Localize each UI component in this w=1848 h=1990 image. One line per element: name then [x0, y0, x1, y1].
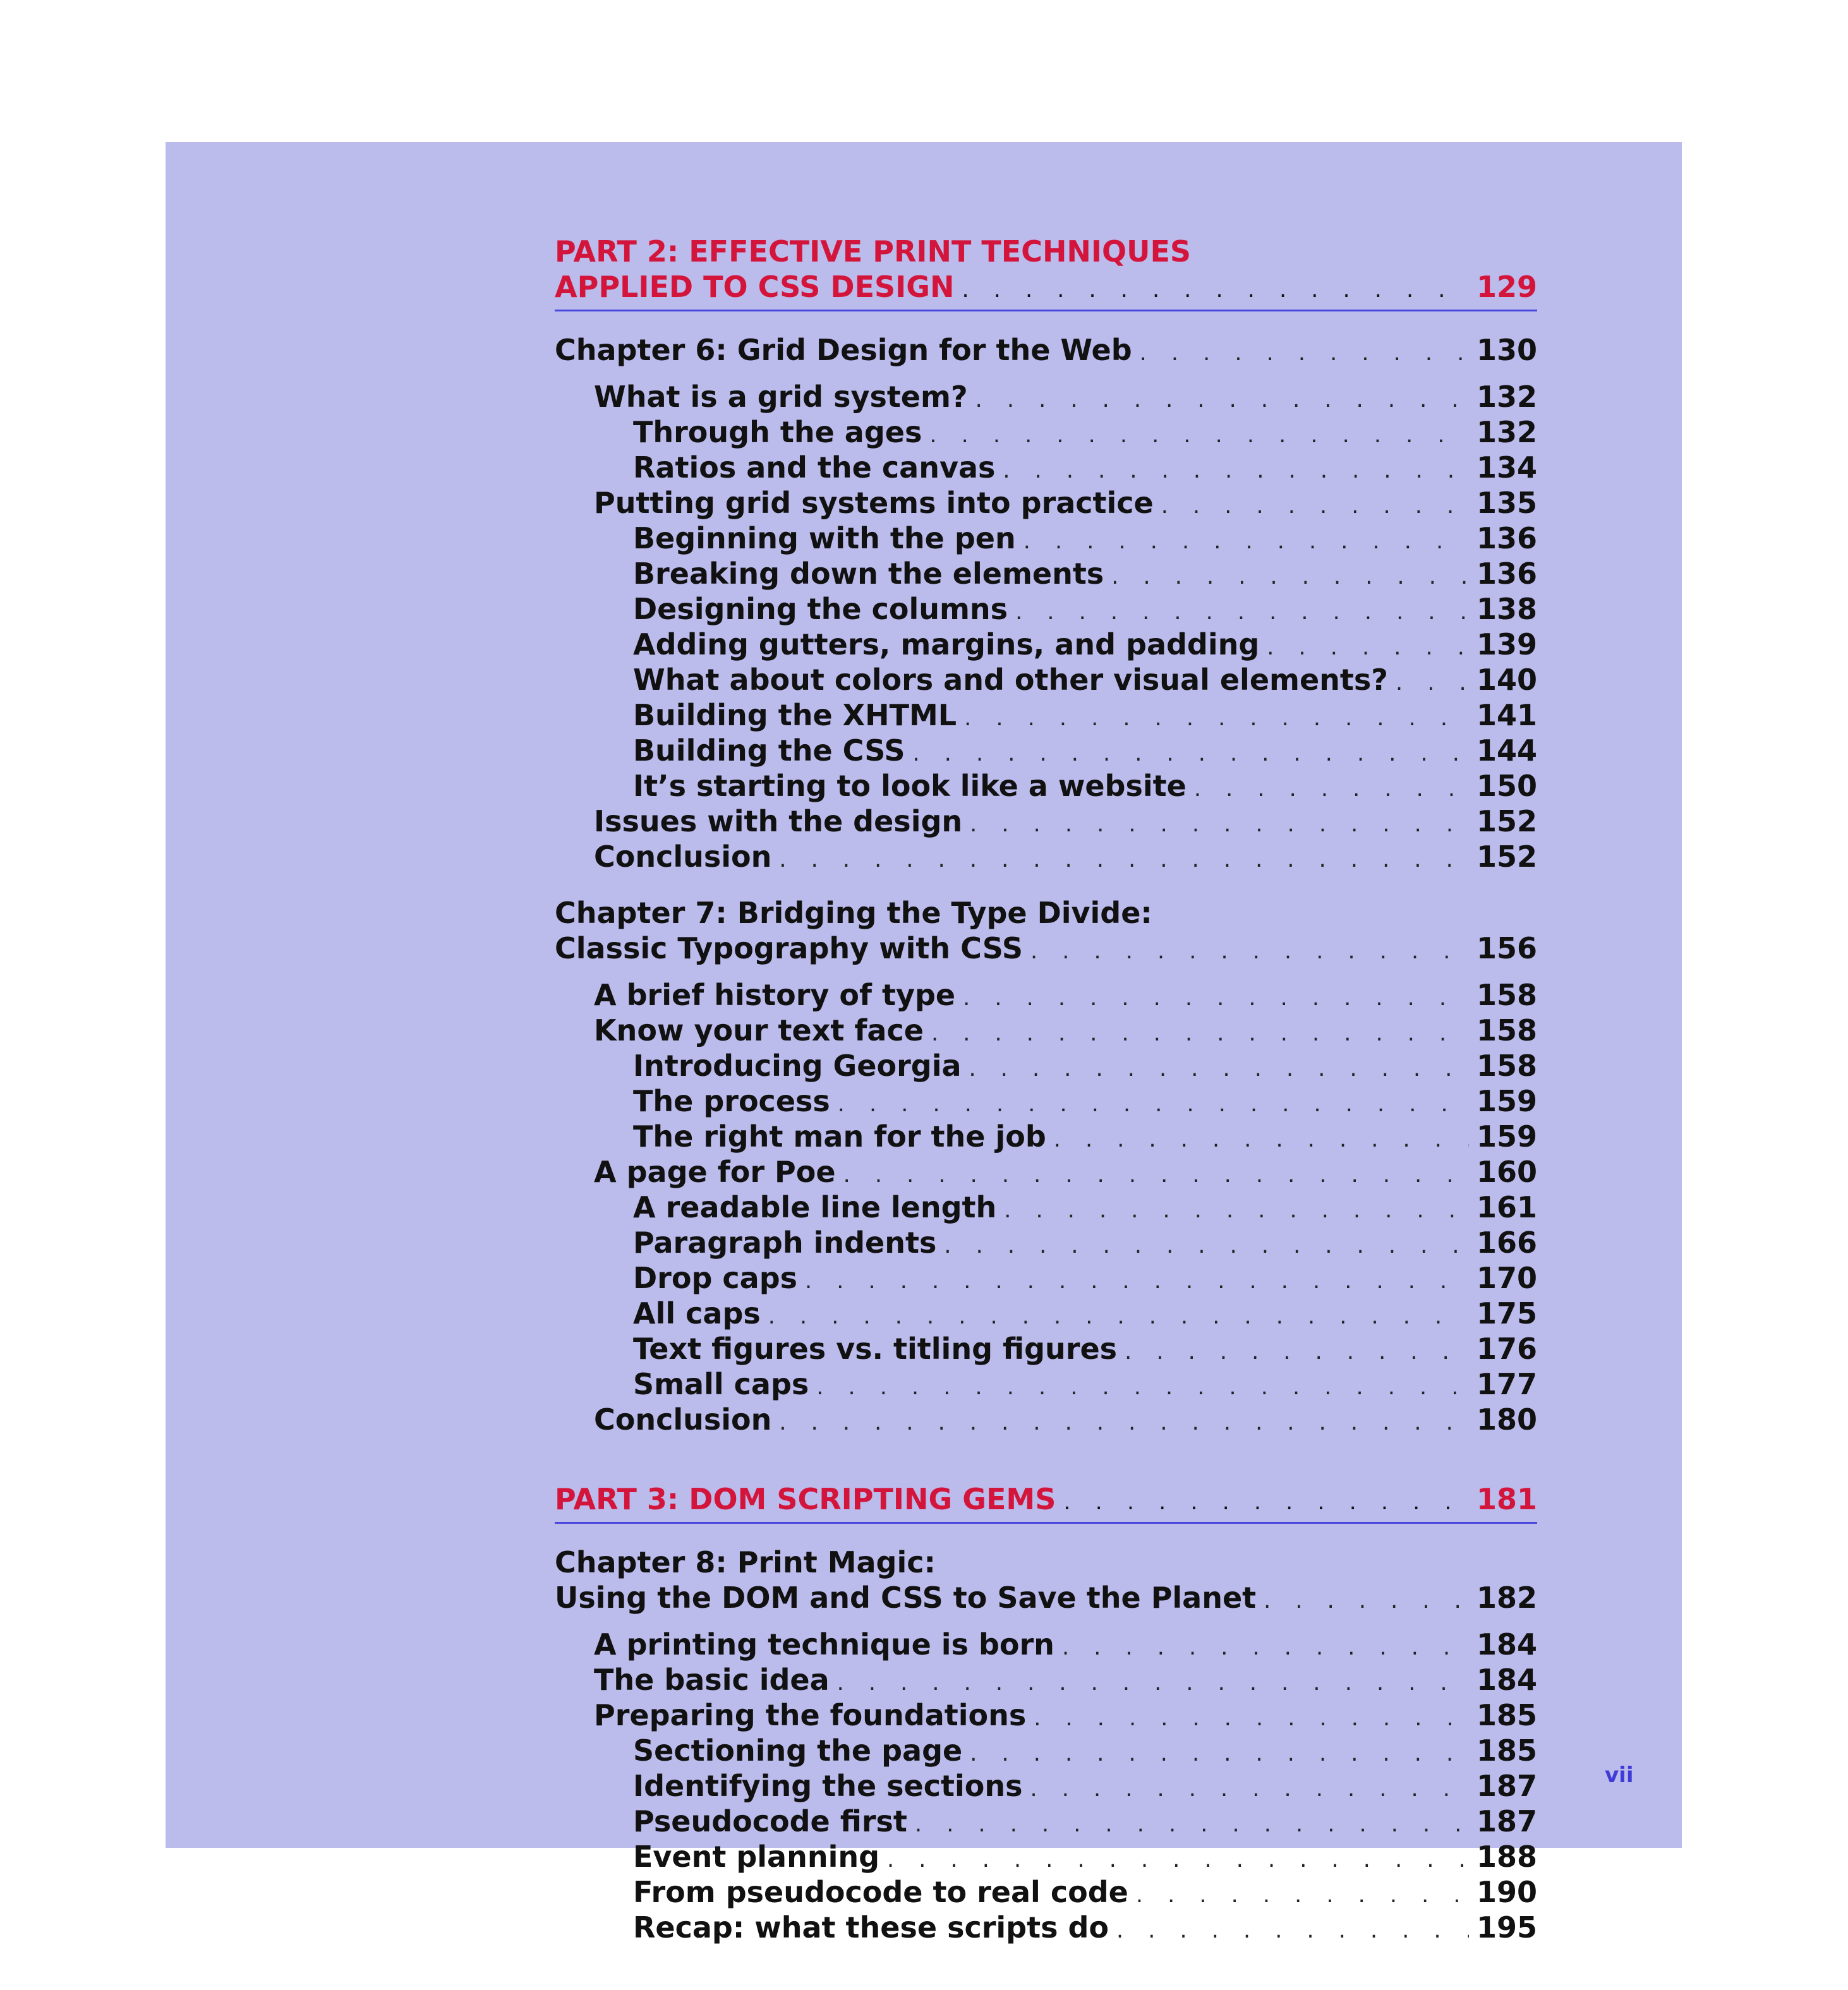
toc-entry-title: A readable line length	[633, 1190, 997, 1224]
toc-entry	[555, 768, 1537, 804]
toc-entry-title: A page for Poe	[594, 1155, 836, 1189]
toc-entry	[555, 1804, 1537, 1839]
toc-entry	[555, 1366, 1537, 1402]
toc-entry	[555, 839, 1537, 874]
toc-entry-title: The right man for the job	[633, 1119, 1046, 1154]
leader-dots	[1140, 341, 1469, 366]
toc-entry	[555, 450, 1537, 485]
toc-entry-page: 140	[1476, 663, 1537, 697]
toc-entry	[555, 1874, 1537, 1910]
leader-dots	[1063, 1490, 1469, 1515]
leader-dots	[975, 385, 1469, 414]
chapter-6-entries	[555, 379, 1537, 874]
toc-entry-page: 139	[1476, 627, 1537, 661]
toc-entry-page: 132	[1476, 415, 1537, 449]
part-2-title-text: APPLIED TO CSS DESIGN	[555, 270, 955, 304]
page-number: vii	[1605, 1763, 1634, 1788]
toc-entry	[555, 1768, 1537, 1804]
toc-entry	[555, 1910, 1537, 1945]
toc-entry	[555, 1662, 1537, 1698]
toc-entry-title: Preparing the foundations	[594, 1698, 1027, 1732]
toc-entry-page: 134	[1476, 450, 1537, 485]
toc-entry	[555, 1048, 1537, 1083]
leader-dots	[1024, 527, 1469, 556]
chapter-6	[555, 332, 1537, 874]
leader-dots	[1054, 1125, 1469, 1154]
toc-entry-title: Designing the columns	[633, 592, 1008, 626]
part-divider-rule	[555, 310, 1537, 311]
toc-entry-title: Event planning	[633, 1840, 880, 1874]
leader-dots	[837, 1668, 1469, 1698]
toc-entry	[555, 977, 1537, 1013]
chapter-7	[555, 895, 1537, 1437]
toc-entry-page: 135	[1476, 486, 1537, 520]
leader-dots	[1116, 1916, 1469, 1945]
leader-dots	[1264, 1588, 1469, 1613]
toc-entry	[555, 591, 1537, 627]
leader-dots	[1030, 939, 1469, 964]
toc-entry	[555, 1190, 1537, 1225]
part-divider-rule	[555, 1522, 1537, 1524]
toc-entry-title: Putting grid systems into practice	[594, 486, 1154, 520]
toc-entry	[555, 1698, 1537, 1733]
chapter-8	[555, 1545, 1537, 1945]
part-3-heading	[555, 1481, 1537, 1524]
chapter-8-heading	[555, 1580, 1537, 1615]
toc-entry	[555, 1296, 1537, 1331]
toc-entry	[555, 1402, 1537, 1437]
toc-entry-title: Introducing Georgia	[633, 1049, 962, 1083]
toc-entry-page: 175	[1476, 1296, 1537, 1330]
toc-entry-title: From pseudocode to real code	[633, 1875, 1128, 1909]
leader-dots	[964, 704, 1469, 733]
toc-entry-page: 158	[1476, 978, 1537, 1012]
toc-entry-page: 190	[1476, 1875, 1537, 1909]
leader-dots	[1161, 491, 1469, 521]
toc-entry-title: Recap: what these scripts do	[633, 1910, 1109, 1945]
toc-entry-title: Breaking down the elements	[633, 557, 1104, 591]
part-2-title-line2	[555, 269, 1537, 305]
toc-entry-title: Building the XHTML	[633, 698, 957, 732]
toc-entry	[555, 804, 1537, 839]
leader-dots	[944, 1231, 1469, 1260]
toc-entry	[555, 733, 1537, 768]
toc-entry-title: Beginning with the pen	[633, 521, 1016, 555]
part-2-title-line1: PART 2: EFFECTIVE PRINT TECHNIQUES	[555, 234, 1192, 268]
toc-entry-page: 187	[1476, 1769, 1537, 1803]
toc-entry-title: Pseudocode first	[633, 1804, 907, 1838]
toc-entry-page: 158	[1476, 1049, 1537, 1083]
toc-entry-page: 138	[1476, 592, 1537, 626]
section-gap	[555, 1437, 1537, 1481]
leader-dots	[962, 277, 1469, 303]
toc-entry-title: Text figures vs. titling figures	[633, 1332, 1118, 1366]
toc-entry	[555, 1083, 1537, 1119]
toc-entry-page: 184	[1476, 1663, 1537, 1697]
toc-entry-title: Sectioning the page	[633, 1734, 963, 1768]
chapter-7-heading	[555, 931, 1537, 966]
toc-entry-title: A printing technique is born	[594, 1627, 1054, 1661]
toc-entry-title: Paragraph indents	[633, 1226, 937, 1260]
toc-entry-title: Issues with the design	[594, 804, 963, 838]
toc-entry-page: 187	[1476, 1804, 1537, 1838]
leader-dots	[779, 845, 1469, 874]
toc-entry	[555, 556, 1537, 591]
toc-entry-page: 159	[1476, 1084, 1537, 1118]
toc-entry-title: All caps	[633, 1296, 761, 1330]
toc-entry-page: 170	[1476, 1261, 1537, 1295]
toc-entry-title: Identifying the sections	[633, 1769, 1023, 1803]
chapter-6-title: Chapter 6: Grid Design for the Web	[555, 333, 1132, 367]
leader-dots	[1111, 562, 1469, 591]
leader-dots	[843, 1161, 1469, 1190]
chapter-7-page: 156	[1476, 931, 1537, 965]
toc-entry-page: 132	[1476, 380, 1537, 414]
toc-entry-page: 136	[1476, 521, 1537, 555]
toc-entry	[555, 1225, 1537, 1260]
toc-entry-page: 159	[1476, 1119, 1537, 1154]
leader-dots	[779, 1408, 1469, 1437]
part-2-heading	[555, 234, 1537, 311]
toc-entry-page: 152	[1476, 804, 1537, 838]
leader-dots	[931, 1019, 1469, 1048]
toc-entry-title: It’s starting to look like a website	[633, 769, 1187, 803]
toc-entry	[555, 1260, 1537, 1296]
chapter-7-title-line2: Classic Typography with CSS	[555, 931, 1023, 965]
toc-entry-title: Know your text face	[594, 1013, 924, 1047]
chapter-8-title-line1: Chapter 8: Print Magic:	[555, 1545, 936, 1579]
toc-entry	[555, 1119, 1537, 1154]
table-of-contents	[555, 234, 1537, 1945]
leader-dots	[1003, 456, 1469, 485]
leader-dots	[1396, 668, 1469, 697]
toc-entry-title: Ratios and the canvas	[633, 450, 996, 485]
part-3-page: 181	[1476, 1482, 1537, 1516]
chapter-7-title-line1: Chapter 7: Bridging the Type Divide:	[555, 896, 1152, 930]
toc-entry-title: Through the ages	[633, 415, 922, 449]
toc-entry	[555, 1013, 1537, 1048]
toc-entry-page: 176	[1476, 1332, 1537, 1366]
leader-dots	[1034, 1704, 1469, 1733]
toc-entry-page: 144	[1476, 733, 1537, 768]
toc-entry-page: 195	[1476, 1910, 1537, 1945]
leader-dots	[1194, 775, 1469, 804]
toc-entry	[555, 485, 1537, 521]
toc-entry-title: The process	[633, 1084, 830, 1118]
leader-dots	[768, 1302, 1469, 1331]
toc-entry-title: Building the CSS	[633, 733, 905, 768]
toc-entry	[555, 627, 1537, 662]
toc-entry-page: 161	[1476, 1190, 1537, 1224]
toc-entry-title: What is a grid system?	[594, 380, 968, 414]
leader-dots	[913, 739, 1469, 768]
leader-dots	[805, 1267, 1469, 1296]
toc-entry-page: 141	[1476, 698, 1537, 732]
toc-entry	[555, 1154, 1537, 1190]
toc-entry-page: 185	[1476, 1734, 1537, 1768]
toc-entry-title: A brief history of type	[594, 978, 956, 1012]
part-3-title-line	[555, 1481, 1537, 1517]
chapter-6-heading	[555, 332, 1537, 368]
toc-entry-title: The basic idea	[594, 1663, 830, 1697]
leader-dots	[887, 1845, 1469, 1874]
toc-entry-page: 185	[1476, 1698, 1537, 1732]
toc-entry-title: Conclusion	[594, 840, 772, 874]
leader-dots	[915, 1810, 1469, 1839]
part-2-page: 129	[1476, 270, 1537, 304]
leader-dots	[816, 1373, 1469, 1402]
toc-entry-title: Conclusion	[594, 1402, 772, 1437]
toc-entry	[555, 521, 1537, 556]
toc-entry	[555, 379, 1537, 414]
toc-entry-page: 136	[1476, 557, 1537, 591]
leader-dots	[1004, 1196, 1469, 1225]
toc-entry-title: Adding gutters, margins, and padding	[633, 627, 1260, 661]
part-3-title: PART 3: DOM SCRIPTING GEMS	[555, 1482, 1056, 1516]
chapter-8-entries	[555, 1627, 1537, 1945]
toc-entry-page: 180	[1476, 1402, 1537, 1437]
toc-entry-page: 188	[1476, 1840, 1537, 1874]
toc-entry	[555, 414, 1537, 450]
toc-entry	[555, 1733, 1537, 1768]
leader-dots	[1062, 1633, 1469, 1662]
toc-entry	[555, 1839, 1537, 1874]
leader-dots	[1136, 1881, 1469, 1910]
leader-dots	[1015, 598, 1469, 627]
chapter-8-title-line2: Using the DOM and CSS to Save the Planet	[555, 1581, 1257, 1615]
chapter-7-entries	[555, 977, 1537, 1437]
leader-dots	[838, 1090, 1469, 1119]
leader-dots	[969, 1054, 1469, 1083]
toc-entry-page: 158	[1476, 1013, 1537, 1047]
toc-entry-page: 152	[1476, 840, 1537, 874]
chapter-6-page: 130	[1476, 333, 1537, 367]
toc-entry-page: 177	[1476, 1367, 1537, 1401]
leader-dots	[1030, 1775, 1469, 1804]
leader-dots	[929, 421, 1469, 450]
leader-dots	[1125, 1337, 1469, 1366]
toc-entry-title: What about colors and other visual elements?	[633, 663, 1388, 697]
toc-entry-title: Small caps	[633, 1367, 809, 1401]
toc-entry-page: 166	[1476, 1226, 1537, 1260]
toc-entry	[555, 1627, 1537, 1662]
leader-dots	[963, 984, 1469, 1013]
toc-entry-page: 184	[1476, 1627, 1537, 1661]
toc-entry	[555, 1331, 1537, 1366]
toc-entry-title: Drop caps	[633, 1261, 798, 1295]
toc-entry	[555, 697, 1537, 733]
leader-dots	[970, 810, 1469, 839]
toc-entry-page: 160	[1476, 1155, 1537, 1189]
chapter-8-page: 182	[1476, 1581, 1537, 1615]
leader-dots	[1267, 633, 1469, 662]
leader-dots	[970, 1739, 1469, 1768]
toc-entry-page: 150	[1476, 769, 1537, 803]
toc-entry	[555, 662, 1537, 697]
